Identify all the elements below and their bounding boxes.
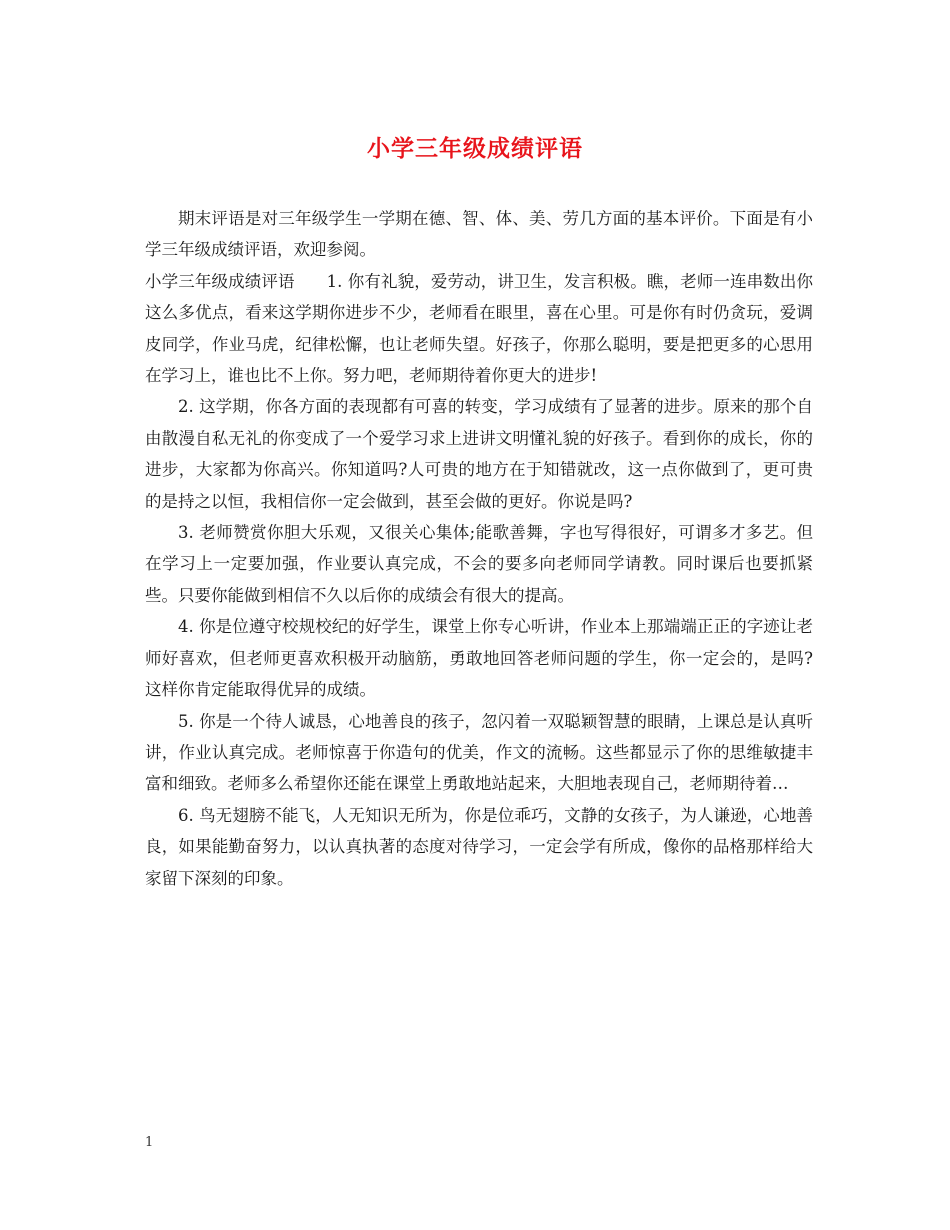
comment-paragraph-3: 3. 老师赞赏你胆大乐观，又很关心集体;能歌善舞，字也写得很好，可谓多才多艺。但在学习上一定要加强，作业要认真完成，不会的要多向老师同学请教。同时课后也要抓紧些。只要你能做到相信不久以后你的成绩会有很大的提高。 bbox=[145, 523, 813, 605]
comment-paragraph-6: 6. 鸟无翅膀不能飞，人无知识无所为，你是位乖巧，文静的女孩子，为人谦逊，心地善良，如果能勤奋努力，以认真执著的态度对待学习，一定会学有所成，像你的品格那样给大家留下深刻的印象。 bbox=[145, 805, 813, 888]
comment-paragraph-2: 2. 这学期，你各方面的表现都有可喜的转变，学习成绩有了显著的进步。原来的那个自由散漫自私无礼的你变成了一个爱学习求上进讲文明懂礼貌的好孩子。看到你的成长，你的进步，大家都为你高兴。你知道吗?人可贵的地方在于知错就改，这一点你做到了，更可贵的是持之以恒，我相信你一定会做到，甚至会做的更好。你说是吗? bbox=[145, 397, 813, 511]
page-number: 1 bbox=[145, 1135, 154, 1150]
document-title: 小学三年级成绩评语 bbox=[367, 135, 583, 162]
comment-paragraph-5: 5. 你是一个待人诚恳，心地善良的孩子，忽闪着一双聪颖智慧的眼睛，上课总是认真听讲，作业认真完成。老师惊喜于你造句的优美，作文的流畅。这些都显示了你的思维敏捷丰富和细致。老师多么希望你还能在课堂上勇敢地站起来，大胆地表现自己，老师期待着… bbox=[145, 711, 813, 794]
comment-1-text: 1. 你有礼貌，爱劳动，讲卫生，发言积极。瞧，老师一连串数出你这么多优点，看来这学期你进步不少，老师看在眼里，喜在心里。可是你有时仍贪玩，爱调皮同学，作业马虎，纪律松懈，也让老师失望。好孩子，你那么聪明，要是把更多的心思用在学习上，谁也比不上你。努力吧，老师期待着你更大的进步! bbox=[145, 271, 814, 386]
comment-paragraph-1 bbox=[145, 266, 813, 392]
comment-paragraph-4: 4. 你是位遵守校规校纪的好学生，课堂上你专心听讲，作业本上那端端正正的字迹让老师好喜欢，但老师更喜欢积极开动脑筋，勇敢地回答老师问题的学生，你一定会的，是吗?这样你肯定能取得优异的成绩。 bbox=[145, 617, 813, 700]
document-body bbox=[145, 203, 813, 894]
intro-paragraph: 期末评语是对三年级学生一学期在德、智、体、美、劳几方面的基本评价。下面是有小学三年级成绩评语，欢迎参阅。 bbox=[145, 209, 813, 260]
section-heading: 小学三年级成绩评语 bbox=[145, 271, 295, 291]
